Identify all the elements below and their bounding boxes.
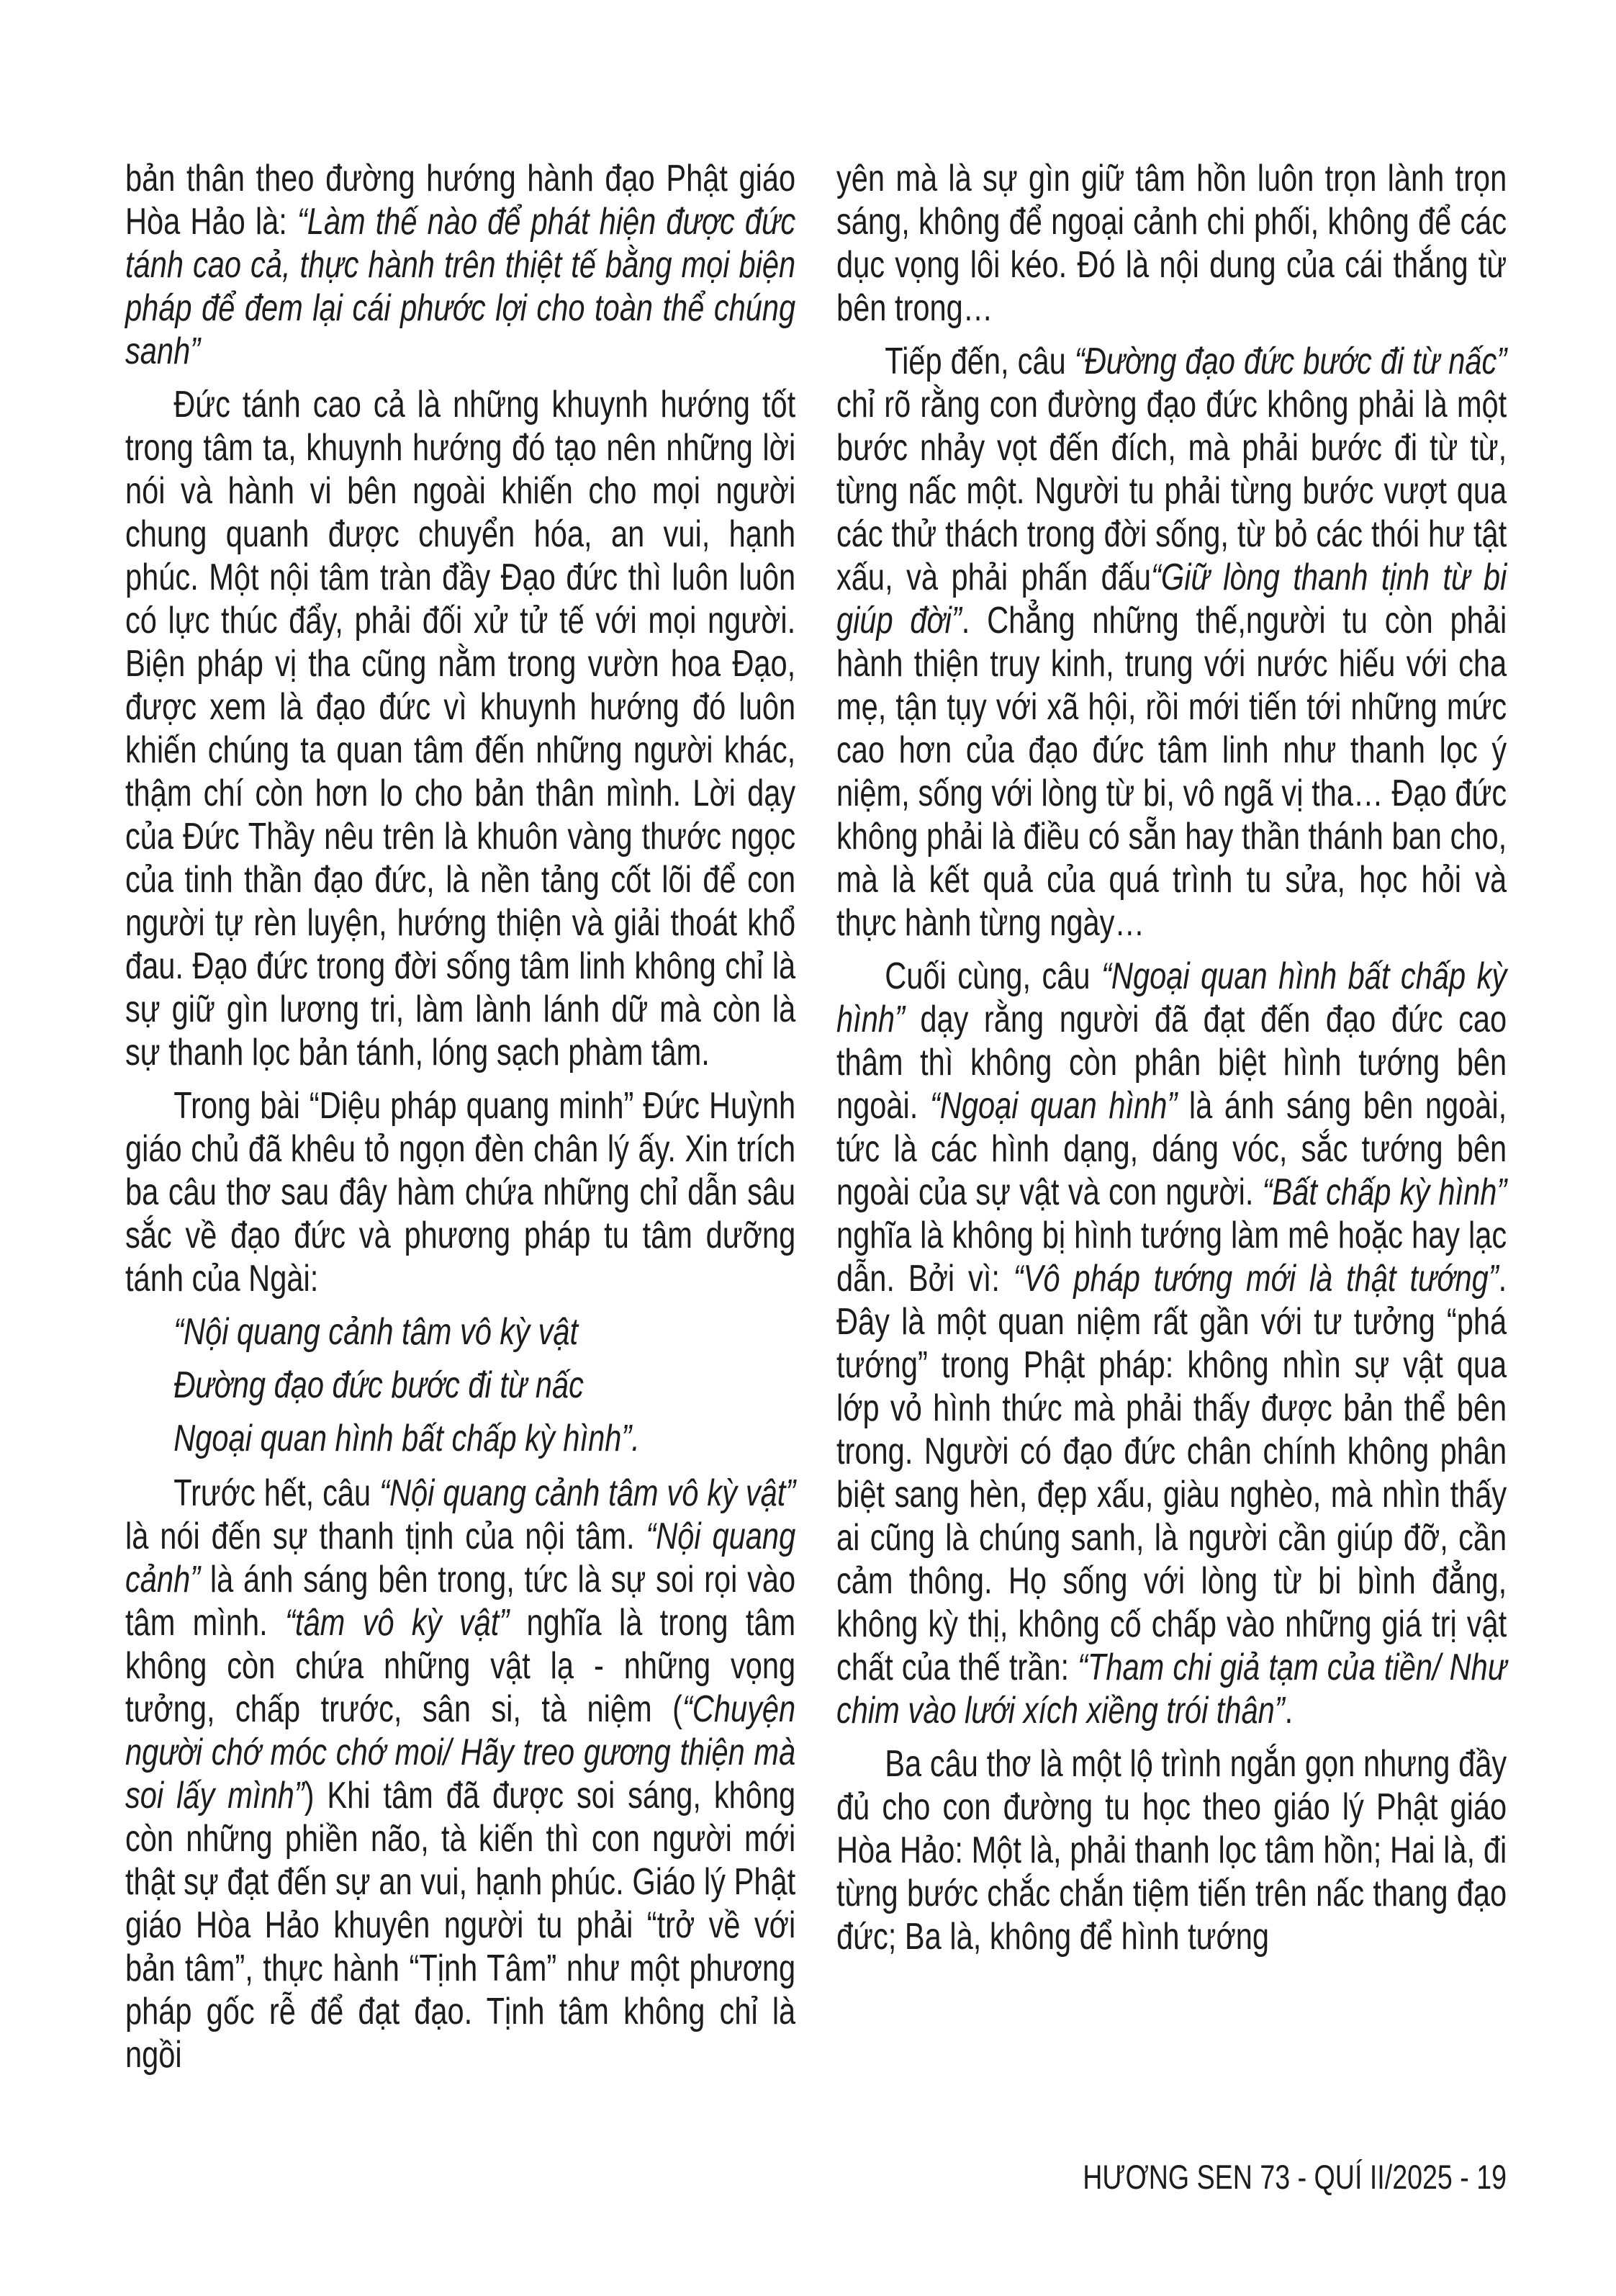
poem-quote [125,1310,795,1460]
paragraph [836,157,1507,330]
body-text: ) Khi tâm đã được soi sáng, không còn những phiền não, tà kiến thì con người mới thật sự đạt đến sự an vui, hạnh phúc. Giáo lý Phật giáo Hòa Hảo khuyên người tu phải “trở về với bản tâm”, thực hành “Tịnh Tâm” như một phương pháp gốc rễ để đạt đạo. Tịnh tâm không chỉ là ngồi [125,1775,796,2076]
poem-line: “Nội quang cảnh tâm vô kỳ vật [173,1311,579,1353]
body-text: là ánh sáng bên trong, tức là sự soi rọi vào tâm mình. [125,1559,796,1644]
body-text: . [1284,1690,1294,1732]
body-text: nghĩa là trong tâm không còn chứa những vật lạ - những vọng tưởng, chấp trước, sân si, tà niệm ( [125,1602,796,1730]
body-text: yên mà là sự gìn giữ tâm hồn luôn trọn lành trọn sáng, không để ngoại cảnh chi phối, không để các dục vọng lôi kéo. Đó là nội dung của cái thắng từ bên trong… [836,158,1507,329]
quoted-italic-text: “Chuyện người chớ móc chớ moi/ Hãy treo gương thiện mà soi lấy mình” [125,1688,796,1816]
paragraph [836,340,1507,945]
body-text: Tiếp đến, câu [885,341,1075,382]
paragraph [125,1472,795,2076]
poem-line: Ngoại quan hình bất chấp kỳ hình”. [173,1418,640,1459]
poem-line: Đường đạo đức bước đi từ nấc [173,1364,584,1406]
body-text: . Chẳng những thế,người tu còn phải hành thiện truy kinh, trung với nước hiếu với cha mẹ, tận tụy với xã hội, rồi mới tiến tới những mức cao hơn của đạo đức tâm linh như thanh lọc ý niệm, sống với lòng từ bi, vô ngã vị tha… Đạo đức không phải là điều có sẵn hay thần thánh ban cho, mà là kết quả của quá trình tu sửa, học hỏi và thực hành từng ngày… [836,600,1507,944]
body-text: Đức tánh cao cả là những khuynh hướng tốt trong tâm ta, khuynh hướng đó tạo nên những lời nói và hành vi bên ngoài khiến cho mọi người chung quanh được chuyển hóa, an vui, hạnh phúc. Một nội tâm tràn đầy Đạo đức thì luôn luôn có lực thúc đẩy, phải đối xử tử tế với mọi người. Biện pháp vị tha cũng nằm trong vườn hoa Đạo, được xem là đạo đức vì khuynh hướng đó luôn khiến chúng ta quan tâm đến những người khác, thậm chí còn hơn lo cho bản thân mình. Lời dạy của Đức Thầy nêu trên là khuôn vàng thước ngọc của tinh thần đạo đức, là nền tảng cốt lõi để con người tự rèn luyện, hướng thiện và giải thoát khổ đau. Đạo đức trong đời sống tâm linh không chỉ là sự giữ gìn lương tri, làm lành lánh dữ mà còn là sự thanh lọc bản tánh, lóng sạch phàm tâm. [125,384,796,1073]
paragraph [836,1742,1507,1958]
paragraph [836,955,1507,1732]
footer-text: HƯƠNG SEN 73 - QUÍ II/2025 - 19 [1083,2158,1507,2196]
body-text: là ánh sáng bên ngoài, tức là các hình dạng, dáng vóc, sắc tướng bên ngoài của sự vật và con người. [836,1085,1507,1213]
body-text: chỉ rõ rằng con đường đạo đức không phải là một bước nhảy vọt đến đích, mà phải bước đi từ từ, từng nấc một. Người tu phải từng bước vượt qua các thử thách trong đời sống, từ bỏ các thói hư tật xấu, và phải phấn đấu [836,384,1507,598]
body-text: là nói đến sự thanh tịnh của nội tâm. [125,1516,646,1557]
quoted-italic-text: “Làm thế nào để phát hiện được đức tánh cao cả, thực hành trên thiệt tế bằng mọi biện pháp để đem lại cái phước lợi cho toàn thể chúng sanh” [125,201,796,372]
quoted-italic-text: “tâm vô kỳ vật” [285,1602,510,1644]
article-column-left [125,157,795,2086]
quoted-italic-text: “Vô pháp tướng mới là thật tướng” [1013,1258,1499,1300]
paragraph [125,157,795,373]
body-text: dạy rằng người đã đạt đến đạo đức cao thâm thì không còn phân biệt hình tướng bên ngoài. [836,999,1507,1127]
body-text: . Đây là một quan niệm rất gần với tư tưởng “phá tướng” trong Phật pháp: không nhìn sự vật qua lớp vỏ hình thức mà phải thấy được bản thể bên trong. Người có đạo đức chân chính không phân biệt sang hèn, đẹp xấu, giàu nghèo, mà nhìn thấy ai cũng là chúng sanh, là người cần giúp đỡ, cần cảm thông. Họ sống với lòng từ bi bình đẳng, không kỳ thị, không cố chấp vào những giá trị vật chất của thế trần: [836,1258,1507,1688]
quoted-italic-text: “Bất chấp kỳ hình” [1262,1171,1507,1213]
page-footer [1083,2157,1507,2197]
quoted-italic-text: “Giữ lòng thanh tịnh từ bi giúp đời” [836,557,1507,641]
paragraph [125,1084,795,1300]
quoted-italic-text: “Tham chi giả tạm của tiền/ Như chim vào lưới xích xiềng trói thân” [836,1647,1507,1732]
body-text: Cuối cùng, câu [885,955,1102,997]
body-text: nghĩa là không bị hình tướng làm mê hoặc hay lạc dẫn. Bởi vì: [836,1215,1507,1300]
body-text: Trước hết, câu [173,1472,380,1514]
quoted-italic-text: “Nội quang cảnh” [125,1516,796,1601]
quoted-italic-text: “Nội quang cảnh tâm vô kỳ vật” [379,1472,796,1514]
body-text: Ba câu thơ là một lộ trình ngắn gọn nhưng đầy đủ cho con đường tu học theo giáo lý Phật giáo Hòa Hảo: Một là, phải thanh lọc tâm hồn; Hai là, đi từng bước chắc chắn tiệm tiến trên nấc thang đạo đức; Ba là, không để hình tướng [836,1743,1507,1958]
quoted-italic-text: “Ngoại quan hình bất chấp kỳ hình” [836,955,1507,1040]
quoted-italic-text: “Đường đạo đức bước đi từ nấc” [1074,341,1507,382]
quoted-italic-text: “Ngoại quan hình” [930,1085,1178,1127]
body-text: Trong bài “Diệu pháp quang minh” Đức Huỳnh giáo chủ đã khêu tỏ ngọn đèn chân lý ấy. Xin trích ba câu thơ sau đây hàm chứa những chỉ dẫn sâu sắc về đạo đức và phương pháp tu tâm dưỡng tánh của Ngài: [125,1085,796,1300]
paragraph [125,383,795,1074]
article-column-right [836,157,1507,1968]
body-text: bản thân theo đường hướng hành đạo Phật giáo Hòa Hảo là: [125,158,796,243]
